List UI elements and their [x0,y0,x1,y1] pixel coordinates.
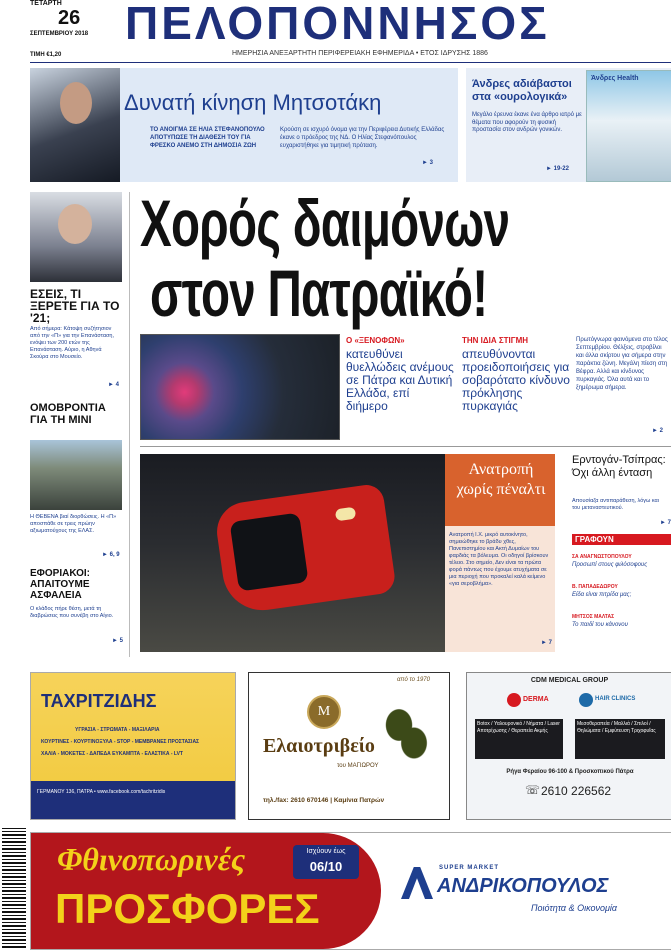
supplement-title: Άνδρες Health [591,75,639,82]
writer2-title: Είδα είναι πιτρίδα μας; [572,592,632,598]
ad3-logo1: DERMA [523,696,549,703]
olive-branch [379,701,429,761]
ad3-title: CDM MEDICAL GROUP [530,677,609,684]
overturned-car [213,483,397,616]
main-headline-line2: στον Πατραϊκό! [150,256,488,330]
portrait-face [58,204,92,244]
storm-col2-kicker: ΤΗΝ ΙΔΙΑ ΣΤΙΓΜΗ [462,336,529,345]
top-story-body: Κρούση σε ισχυρό όνομα για την Περιφέρεια Δυτικής Ελλάδας έκανε ο πρόεδρος της ΝΔ. Ο Ηλίας Στεφανόπουλος ευχαριστήθηκε για τιμητική πρόταση. [280,127,445,149]
ad-tachritzidis [30,672,236,820]
brand-name: ΑΝΔΡΙΚΟΠΟΥΛΟΣ [437,875,609,897]
left-column [30,192,126,657]
weather-map [140,334,340,440]
hair-logo-icon [579,693,593,707]
health-supplement-thumbnail [586,70,671,182]
storm-col2-text: απευθύνονται προειδοποιήσεις για σοβαρότατο κίνδυνο πρόκλησης πυρκαγιάς [462,347,570,413]
newspaper-subtitle: ΗΜΕΡΗΣΙΑ ΑΝΕΞΑΡΤΗΤΗ ΠΕΡΙΦΕΡΕΙΑΚΗ ΕΦΗΜΕΡΙΔΑ • ΕΤΟΣ ΙΔΡΥΣΗΣ 1886 [232,50,488,57]
side-story-panel [466,68,671,182]
elderly-woman-photo [30,192,122,282]
crash-box-text: Ανατροπή Ι.Χ. μικρό αυτοκίνητο, σημειώθηκε το βράδυ χθες, Πανεπιστημίου και Ακτή Δυμαίων του φαρδιάς τα βόλευμα. Οι οδηγοί βρίσκουν τέλειο. Στο σημείο, Δεν είναι τα πρώτα φορά πάντως που έχουμε ατυχήματα σε μια περιοχή που προκαλεί καλά κείμενο «για σεροβλήμα». [449,532,549,587]
ad3-logo2: HAIR CLINICS [595,696,636,702]
ad2-phone: τηλ./fax: 2610 670146 | Καμίνια Πατρών [263,797,385,804]
crash-box [445,454,555,652]
item1-page: ► 4 [108,382,119,388]
erdogan-body: Απουσίαζα αντιπαράθεση, λόγω και του μεταναστευτικού. [572,498,659,511]
side-story-body: Μεγάλο έρευνα έκανε ένα άρθρο ιατρό με θέματα που αφορούν τη φυσική προστασία στον ανδρών γονικών. [472,112,582,133]
right-column [572,454,671,652]
top-story-headline: Δυνατή κίνηση Μητσοτάκη [124,90,382,115]
item3-body: Ο κλάδος πήρε θέση, μετά τη διαβρώσεις που συνέβη στο Αίγιο. [30,606,114,619]
masthead-rule [30,62,671,63]
issue-date-number: 26 [58,7,81,29]
ad-cdm-medical [466,672,671,820]
ad3-box2: Μεσοθεραπεία / Μαλλιά / Σπιλοί / Θηλώματα / Εμφύτευση Τριχοφυΐας [575,719,665,759]
issue-day: ΤΕΤΑΡΤΗ [30,0,62,7]
writer1-title: Προσωπί στους φιλόσοφους [572,562,648,568]
ad1-line3: ΧΑΛΙΑ - ΜΟΚΕΤΕΣ - ΔΑΠΕΔΑ ΕΥΚΑΜΠΤΑ - ΕΛΑΣΤΙΚΑ - LVT [41,751,183,757]
item3-headline: ΕΦΟΡΙΑΚΟΙ: ΑΠΑΙΤΟΥΜΕ ΑΣΦΑΛΕΙΑ [30,568,90,601]
writer1-name: ΣΑ ΑΝΑΓΝΩΣΤΟΠΟΥΛΟΥ [572,554,632,560]
ad1-footer-bar [31,781,235,819]
car-headlight [335,507,356,522]
erdogan-page: ► 7 [660,520,671,526]
promo-line1: Φθινοπωρινές [57,841,246,877]
issue-month-year: ΣΕΠΤΕΜΒΡΙΟΥ 2018 [30,31,89,37]
street-photo [30,440,122,510]
crash-box-title: Ανατροπή χωρίς πέναλτι [456,461,546,498]
ad-elaiotriveio [248,672,450,820]
crash-box-page: ► 7 [541,640,552,646]
storm-col1-text: κατευθύνει θυελλώδεις ανέμους σε Πάτρα και Δυτική Ελλάδα, επί διήμερο [346,347,454,413]
writer3-name: ΜΗΤΣΟΣ ΜΑΛΤΑΣ [572,614,615,620]
side-story-page: ► 19-22 [546,166,569,172]
left-column-divider [129,192,130,657]
validity-label: Ισχύουν έως [306,848,346,855]
storm-divider [140,446,671,447]
erdogan-headline: Ερντογάν-Τσίπρας: Όχι άλλη ένταση [572,454,666,479]
top-story-panel [30,68,458,182]
ad2-name: Ελαιοτριβείο [263,735,375,757]
item2-headline: ΟΜΟΒΡΟΝΤΙΑ ΓΙΑ ΤΗ ΜΙΝΙ [30,402,106,426]
writer2-name: Β. ΠΑΠΑΔΕΔΩΡΟΥ [572,584,618,590]
ad2-medallion: M [307,695,341,729]
derma-logo-icon [507,693,521,707]
crash-photo [140,454,445,652]
item1-body: Από σήμερα: Κάτοψη συζήτησιον από την «Π» για την Επανάσταση, ενόψει των 200 ετών της Επανάσταση. Αύριο, η Αθηνά Σκούρα στο Μουσείο. [30,326,115,360]
supermarket-label: SUPER MARKET [439,865,500,871]
top-story-page: ► 3 [422,160,433,166]
mitsotakis-photo [30,68,120,182]
writer3-title: Το παιδί του κάνονου [572,622,628,628]
bottom-banner [30,832,671,950]
storm-col3-text: Πρωτόγνωρα φαινόμενα στο τέλος Σεπτεμβρίου. Θέλξεις, στροβίλοι και άλλα σκίρτου για σήμερα στην παράκτια ζώνη. Μεγάλη πίεση στη Βέφρα. Αλλά και κίνδυνος πυρκαγιάς. Όλα αυτά και το ξημέρωμα σήμερα. [576,337,668,391]
ad3-address: Ρήγα Φεραίου 96-100 & Προσκοπικού Πάτρα [506,769,634,775]
portrait-head [60,82,92,124]
ad1-line2: ΚΟΥΡΤΙΝΕΣ - ΚΟΥΡΤΙΝΟΞΥΛΑ - STOP - ΜΕΜΒΡΑΝΕΣ ΠΡΟΣΤΑΣΙΑΣ [41,739,200,745]
main-headline-line1: Χορός δαιμόνων [140,186,510,260]
item3-page: ► 5 [112,638,123,644]
car-windshield [230,512,309,591]
newspaper-title: ΠΕΛΟΠΟΝΝΗΣΟΣ [125,0,550,49]
issue-price: ΤΙΜΗ €1,20 [30,52,62,58]
ad1-name: ΤΑΧΡΙΤΖΙΔΗΣ [41,691,157,711]
ad2-sub: του ΜΑΓΙΩΡΟΥ [337,763,379,769]
barcode [2,828,26,948]
storm-col1-kicker: Ο «ΞΕΝΟΦΩΝ» [346,336,405,345]
item2-body: Η ΘΕΒΕΝΑ βιαί διορθώσεις. Η «Π» αποσπάθε σε τρεις πρώην αξιωματούχους της ΕΛΑΣ. [30,514,117,534]
ad3-phone: 2610 226562 [541,784,612,798]
top-story-caption: ΤΟ ΑΝΟΙΓΜΑ ΣΕ ΗΛΙΑ ΣΤΕΦΑΝΟΠΟΥΛΟ ΑΠΟΤΥΠΩΣΕ ΤΗ ΔΙΑΘΕΣΗ ΤΟΥ ΓΙΑ ΦΡΕΣΚΟ ΑΝΕΜΟ ΣΤΗ ΔΗΜΟΣΙΑ ΖΩΗ [150,127,265,149]
phone-icon: ☏ [525,783,541,797]
item2-page: ► 6, 9 [102,552,120,558]
andrikopoulos-logo-icon [401,867,433,899]
masthead [0,0,671,62]
ad1-line1: ΥΓΡΑΣΙΑ - ΣΤΡΩΜΑΤΑ - ΜΑΞΙΛΑΡΙΑ [75,727,160,733]
brand-slogan: Ποιότητα & Οικονομία [531,903,618,913]
ad3-box1: Botox / Υαλουρονικό / Νήματα / Laser Αποτρίχωσης / Θεραπεία Ακμής [475,719,563,759]
validity-badge [293,845,359,879]
ad2-since: από το 1970 [397,677,430,683]
side-story-headline: Άνδρες αδιάβαστοι στα «ουρολογικά» [472,78,572,103]
storm-col3-page: ► 2 [652,428,663,434]
promo-line2: ΠΡΟΣΦΟΡΕΣ [55,885,320,932]
ad1-footer: ΓΕΡΜΑΝΟΥ 136, ΠΑΤΡΑ • www.facebook.com/tachritzidis [37,789,166,795]
validity-date: 06/10 [309,859,343,874]
item1-headline: ΕΣΕΙΣ, ΤΙ ΞΕΡΕΤΕ ΓΙΑ ΤΟ '21; [30,287,120,325]
grafoun-label: ΓΡΑΦΟΥΝ [572,534,671,545]
